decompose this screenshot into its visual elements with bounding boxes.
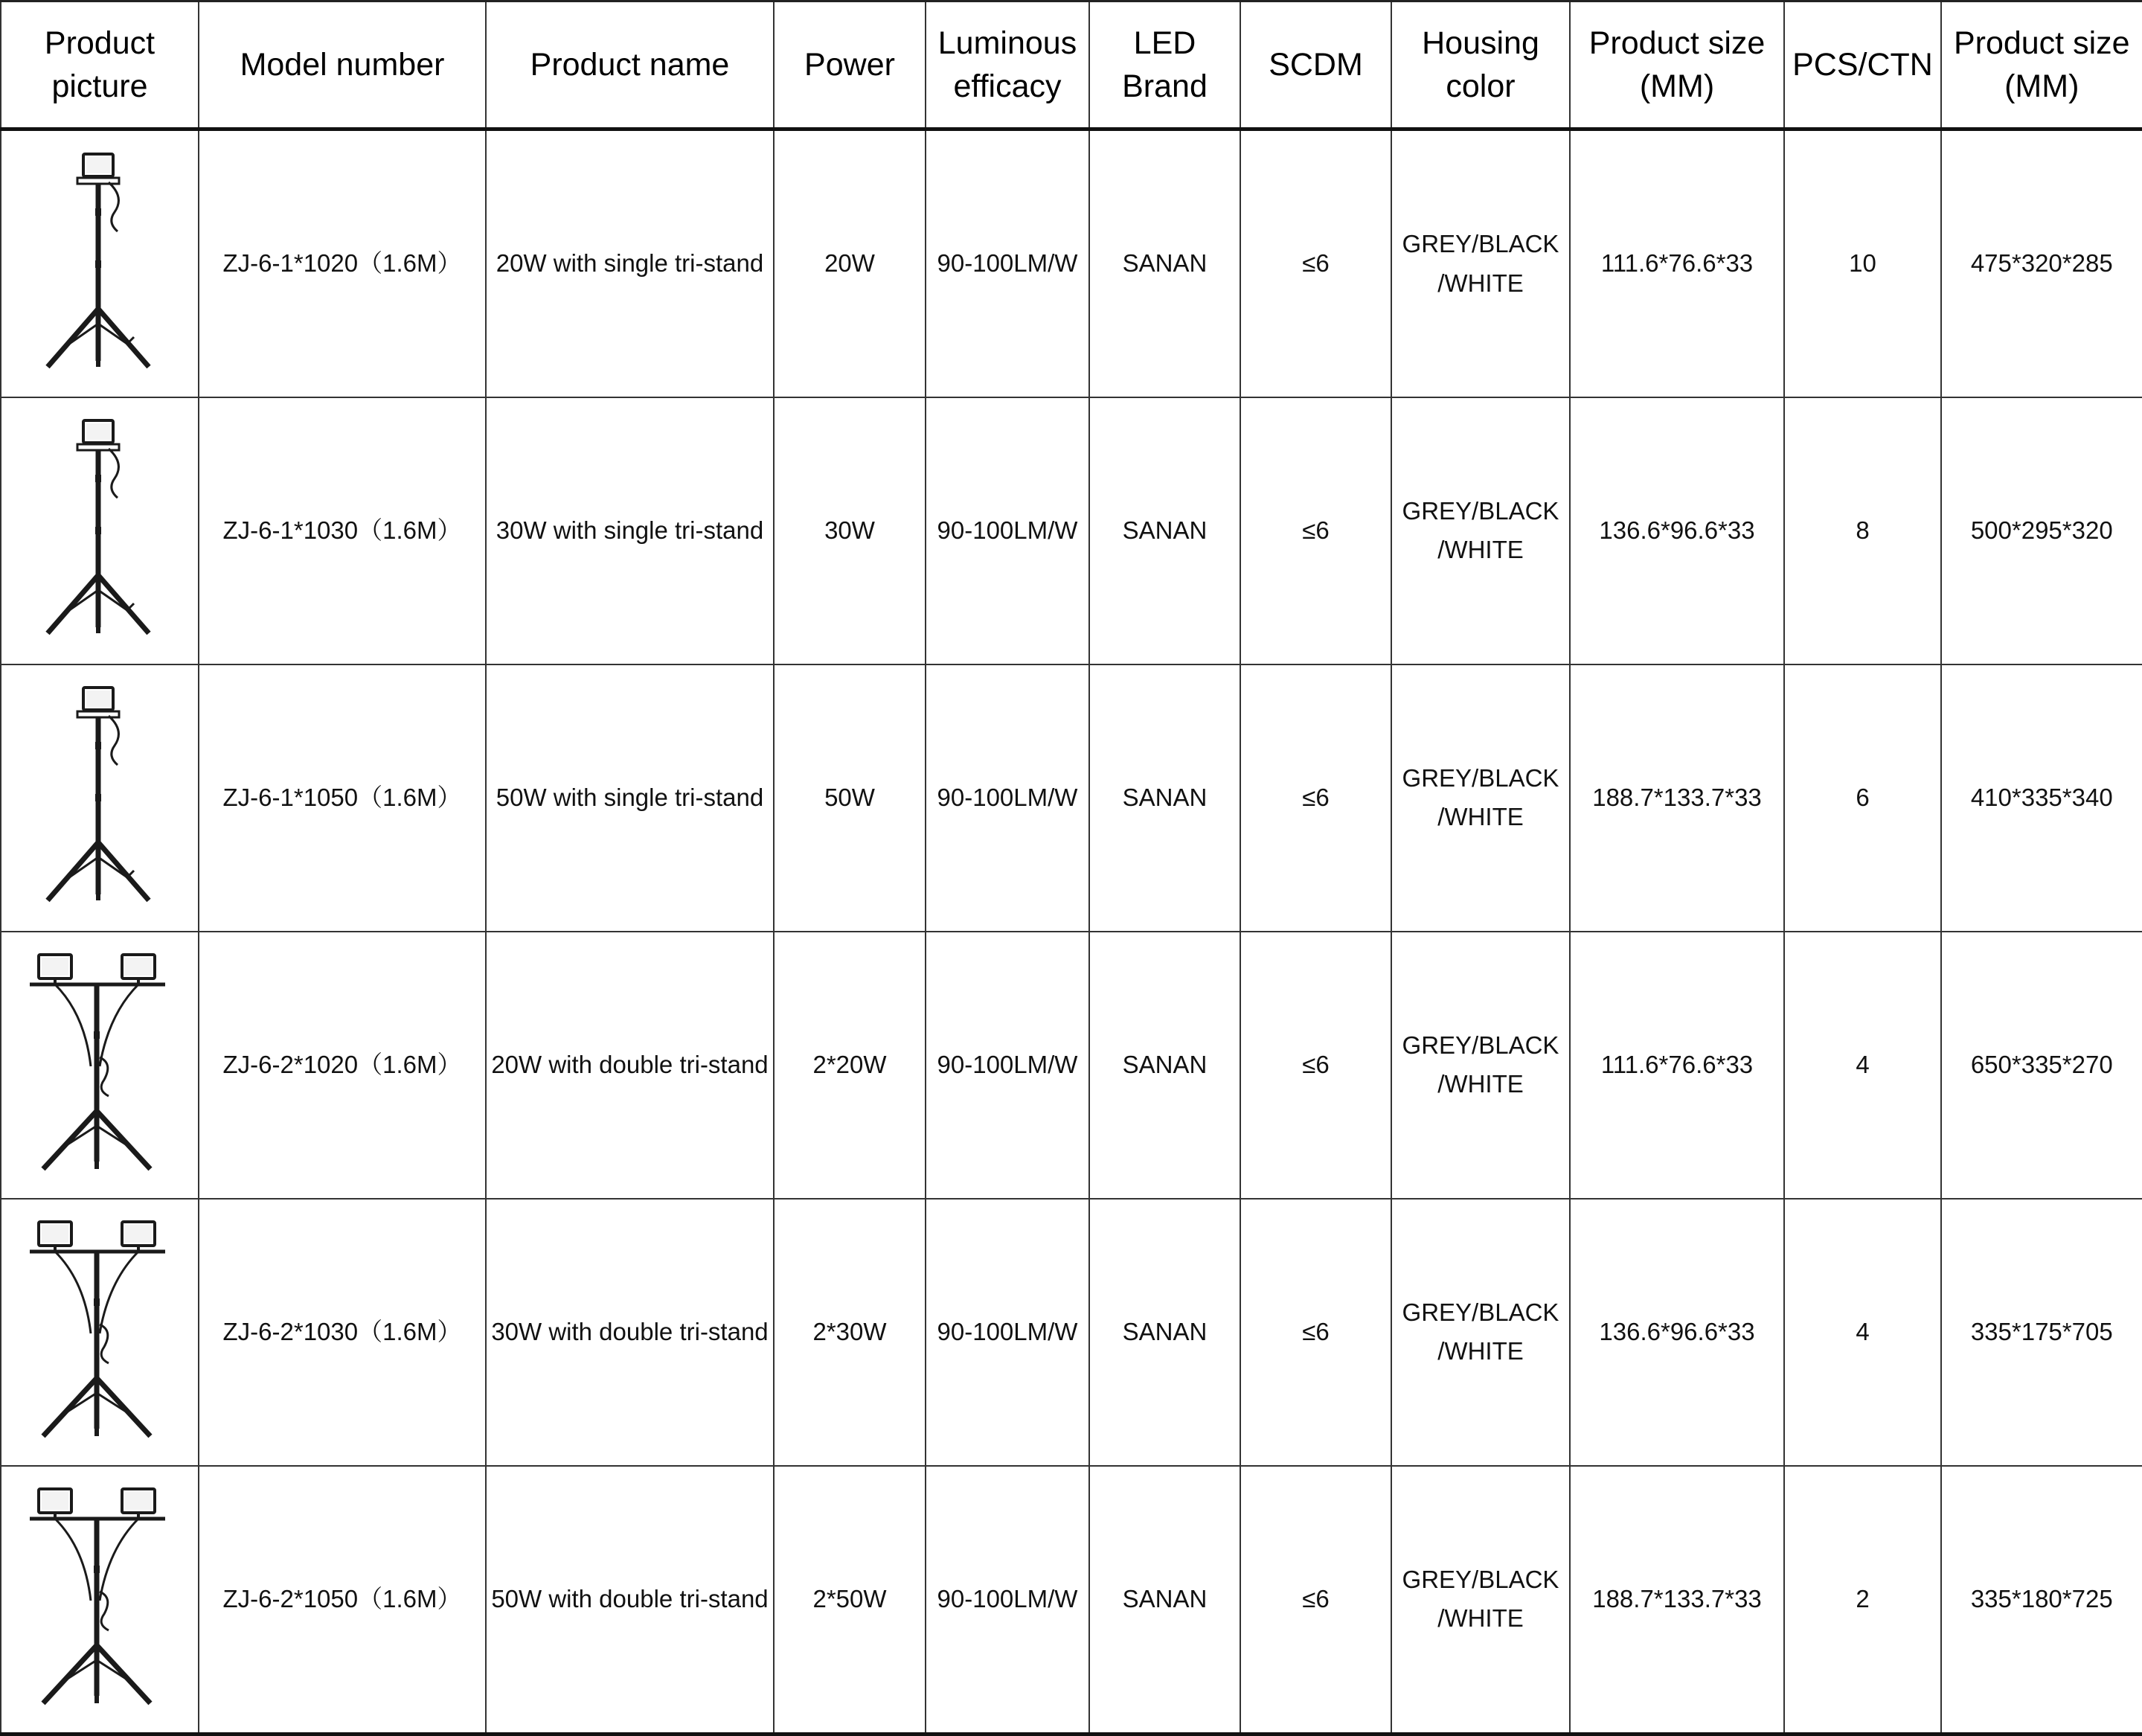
- product-picture: [1, 1466, 199, 1735]
- table-row: [1, 932, 2142, 1199]
- single-tripod-floodlight-icon: [18, 404, 182, 657]
- carton-size: 650*335*270: [1941, 932, 2142, 1199]
- carton-size: 475*320*285: [1941, 129, 2142, 398]
- carton-size: 500*295*320: [1941, 397, 2142, 664]
- pcs-ctn: 6: [1784, 664, 1941, 932]
- pcs-ctn: 4: [1784, 1199, 1941, 1466]
- product-name: 20W with double tri-stand: [486, 932, 774, 1199]
- table-row: [1, 664, 2142, 932]
- luminous-efficacy: 90-100LM/W: [926, 397, 1089, 664]
- scdm: ≤6: [1240, 1199, 1391, 1466]
- table-row: [1, 1466, 2142, 1735]
- power: 30W: [774, 397, 926, 664]
- model-number: ZJ-6-1*1050（1.6M）: [199, 664, 486, 932]
- power: 2*30W: [774, 1199, 926, 1466]
- luminous-efficacy: 90-100LM/W: [926, 932, 1089, 1199]
- model-number: ZJ-6-2*1020（1.6M）: [199, 932, 486, 1199]
- model-number: ZJ-6-1*1030（1.6M）: [199, 397, 486, 664]
- led-brand: SANAN: [1089, 932, 1240, 1199]
- product-size: 188.7*133.7*33: [1570, 664, 1784, 932]
- model-number: ZJ-6-1*1020（1.6M）: [199, 129, 486, 398]
- carton-size: 410*335*340: [1941, 664, 2142, 932]
- product-name: 30W with single tri-stand: [486, 397, 774, 664]
- header-row: [1, 1, 2142, 129]
- led-brand: SANAN: [1089, 129, 1240, 398]
- product-size: 136.6*96.6*33: [1570, 1199, 1784, 1466]
- housing-color: GREY/BLACK /WHITE: [1391, 664, 1570, 932]
- product-picture: [1, 664, 199, 932]
- header-led-brand: LED Brand: [1089, 1, 1240, 129]
- product-picture: [1, 397, 199, 664]
- product-picture: [1, 129, 199, 398]
- luminous-efficacy: 90-100LM/W: [926, 129, 1089, 398]
- scdm: ≤6: [1240, 129, 1391, 398]
- table-row: [1, 129, 2142, 398]
- housing-color: GREY/BLACK /WHITE: [1391, 397, 1570, 664]
- table-row: [1, 1199, 2142, 1466]
- led-brand: SANAN: [1089, 1466, 1240, 1735]
- header-scdm: SCDM: [1240, 1, 1391, 129]
- double-tripod-floodlight-icon: [10, 938, 189, 1191]
- table-row: [1, 397, 2142, 664]
- double-tripod-floodlight-icon: [10, 1473, 189, 1726]
- header-product-picture: Product picture: [1, 1, 199, 129]
- led-brand: SANAN: [1089, 1199, 1240, 1466]
- power: 2*20W: [774, 932, 926, 1199]
- product-size: 111.6*76.6*33: [1570, 932, 1784, 1199]
- power: 20W: [774, 129, 926, 398]
- product-size: 111.6*76.6*33: [1570, 129, 1784, 398]
- header-power: Power: [774, 1, 926, 129]
- product-name: 50W with single tri-stand: [486, 664, 774, 932]
- single-tripod-floodlight-icon: [18, 138, 182, 391]
- product-name: 50W with double tri-stand: [486, 1466, 774, 1735]
- luminous-efficacy: 90-100LM/W: [926, 664, 1089, 932]
- header-carton-size: Product size (MM): [1941, 1, 2142, 129]
- product-picture: [1, 932, 199, 1199]
- power: 2*50W: [774, 1466, 926, 1735]
- carton-size: 335*175*705: [1941, 1199, 2142, 1466]
- housing-color: GREY/BLACK /WHITE: [1391, 1199, 1570, 1466]
- led-brand: SANAN: [1089, 664, 1240, 932]
- product-size: 188.7*133.7*33: [1570, 1466, 1784, 1735]
- housing-color: GREY/BLACK /WHITE: [1391, 932, 1570, 1199]
- single-tripod-floodlight-icon: [18, 671, 182, 924]
- pcs-ctn: 4: [1784, 932, 1941, 1199]
- carton-size: 335*180*725: [1941, 1466, 2142, 1735]
- pcs-ctn: 8: [1784, 397, 1941, 664]
- header-housing-color: Housing color: [1391, 1, 1570, 129]
- housing-color: GREY/BLACK /WHITE: [1391, 129, 1570, 398]
- product-name: 30W with double tri-stand: [486, 1199, 774, 1466]
- scdm: ≤6: [1240, 664, 1391, 932]
- scdm: ≤6: [1240, 1466, 1391, 1735]
- product-picture: [1, 1199, 199, 1466]
- power: 50W: [774, 664, 926, 932]
- product-name: 20W with single tri-stand: [486, 129, 774, 398]
- luminous-efficacy: 90-100LM/W: [926, 1199, 1089, 1466]
- header-product-name: Product name: [486, 1, 774, 129]
- header-model-number: Model number: [199, 1, 486, 129]
- header-product-size: Product size (MM): [1570, 1, 1784, 129]
- scdm: ≤6: [1240, 397, 1391, 664]
- product-size: 136.6*96.6*33: [1570, 397, 1784, 664]
- luminous-efficacy: 90-100LM/W: [926, 1466, 1089, 1735]
- header-pcs-ctn: PCS/CTN: [1784, 1, 1941, 129]
- header-luminous-efficacy: Luminous efficacy: [926, 1, 1089, 129]
- double-tripod-floodlight-icon: [10, 1205, 189, 1458]
- model-number: ZJ-6-2*1030（1.6M）: [199, 1199, 486, 1466]
- pcs-ctn: 10: [1784, 129, 1941, 398]
- housing-color: GREY/BLACK /WHITE: [1391, 1466, 1570, 1735]
- scdm: ≤6: [1240, 932, 1391, 1199]
- pcs-ctn: 2: [1784, 1466, 1941, 1735]
- led-brand: SANAN: [1089, 397, 1240, 664]
- model-number: ZJ-6-2*1050（1.6M）: [199, 1466, 486, 1735]
